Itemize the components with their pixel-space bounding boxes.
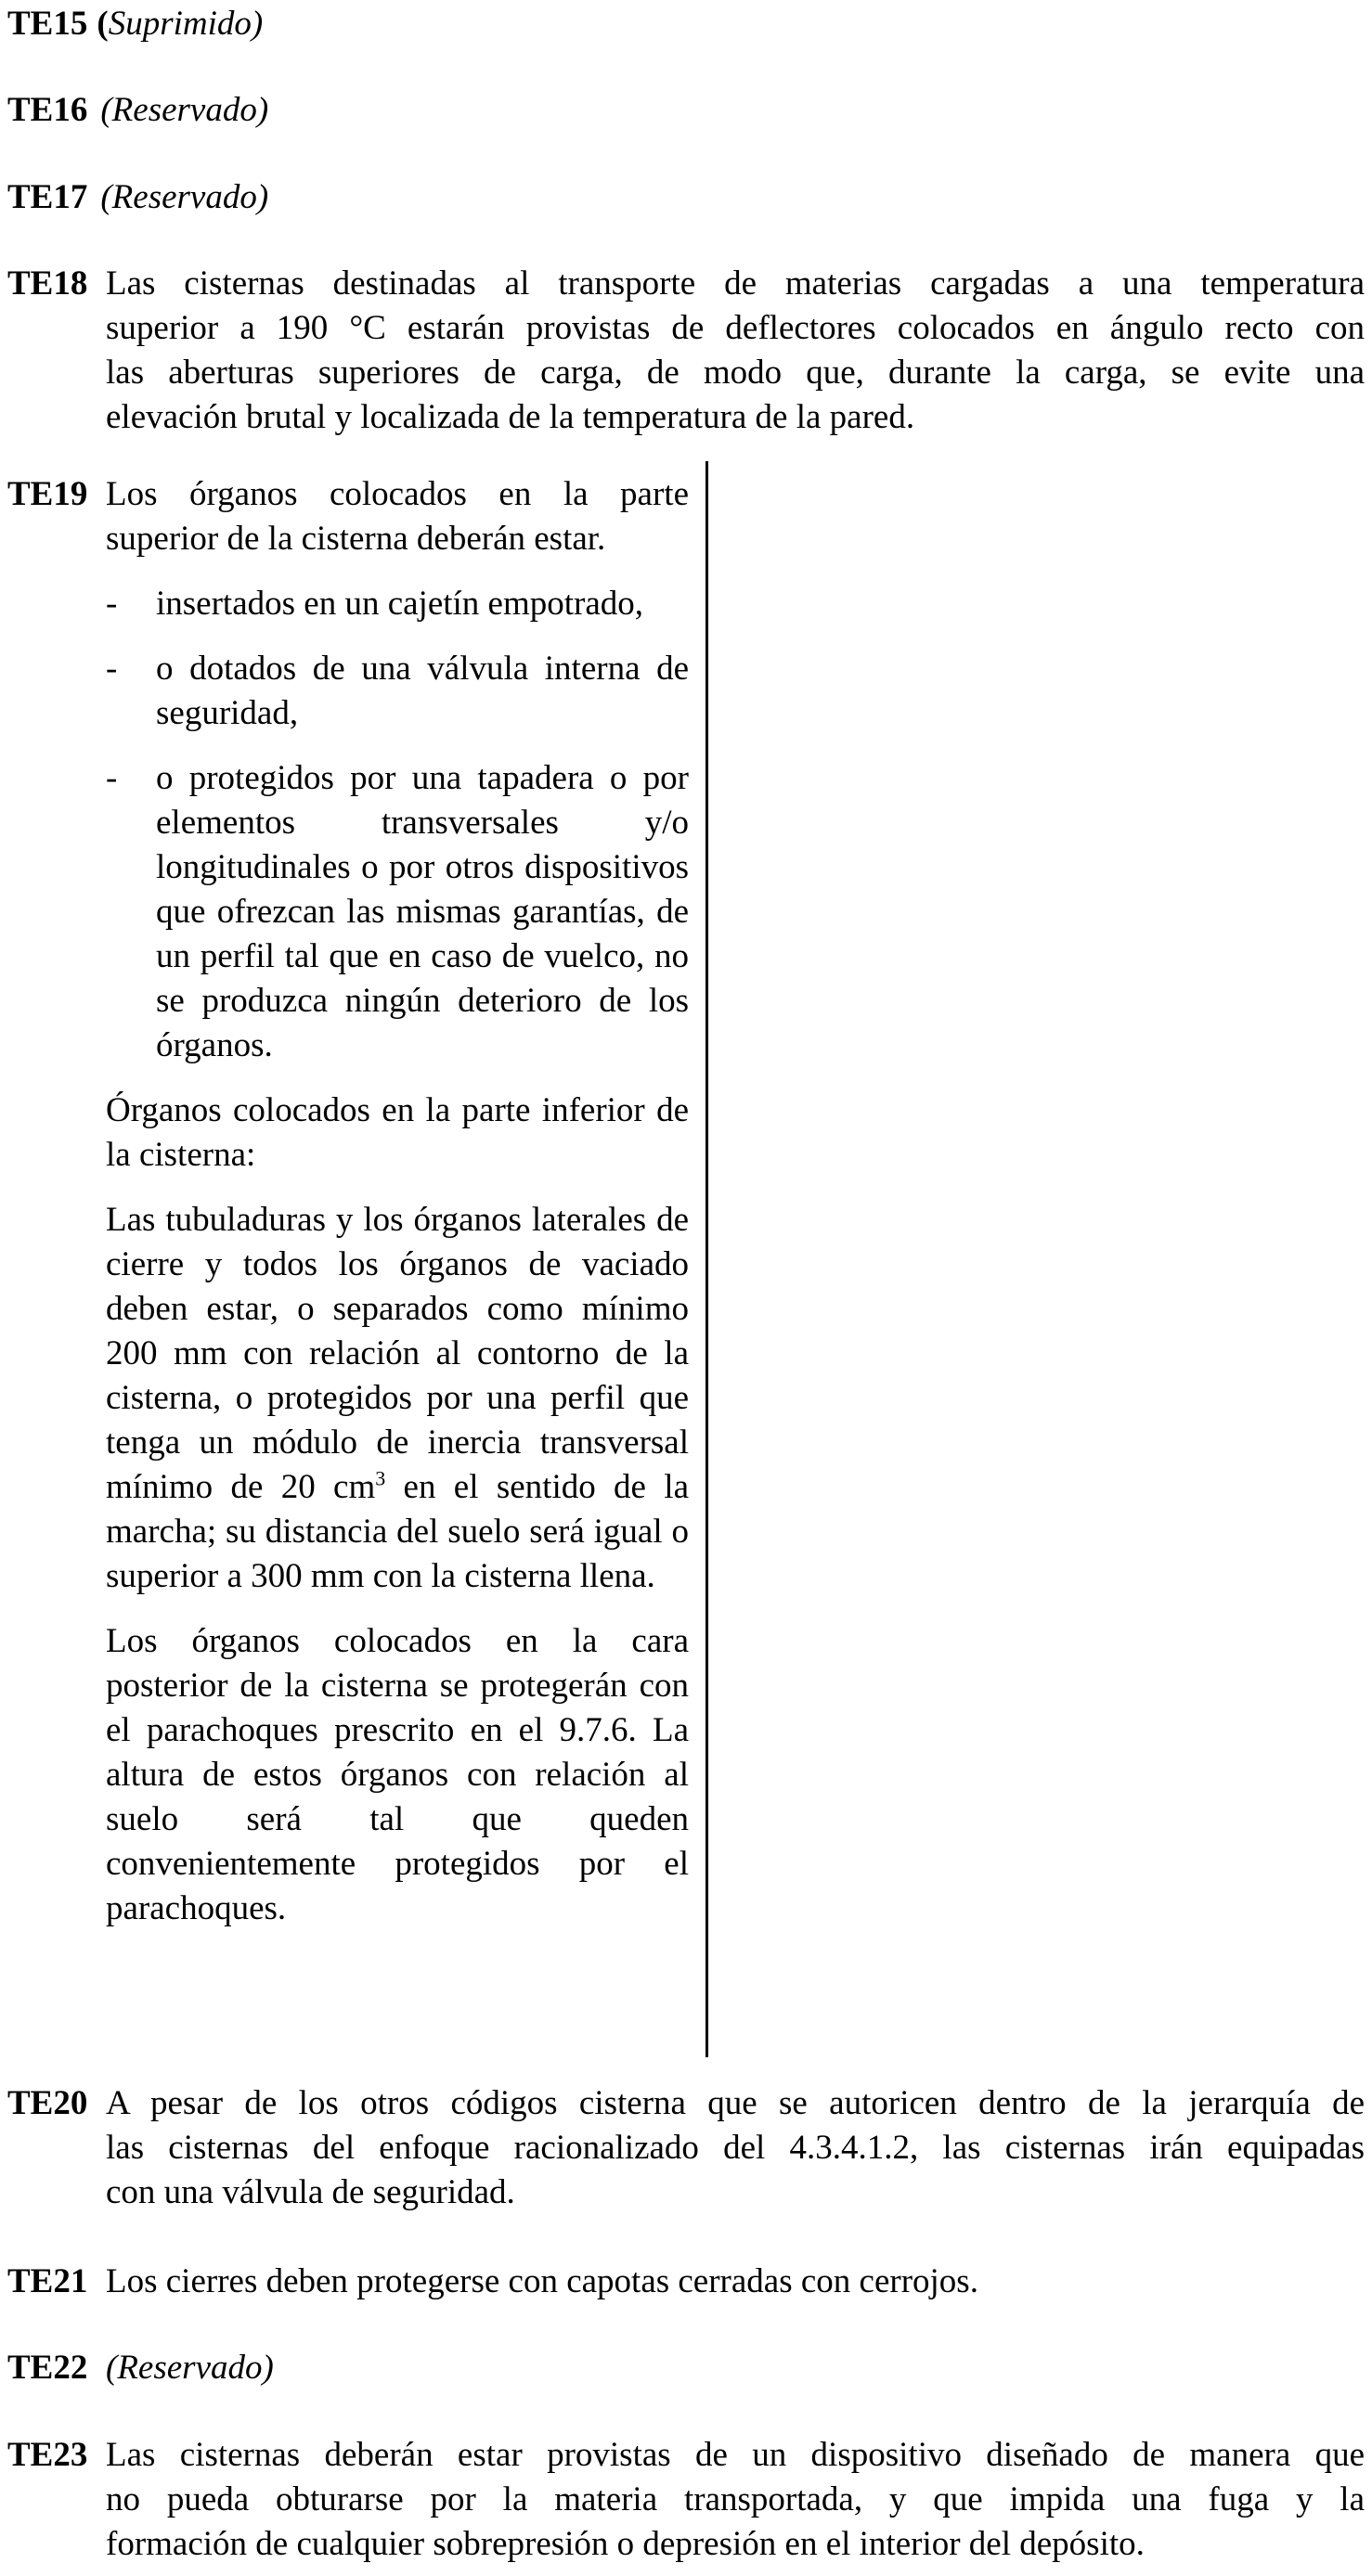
- entry-code: TE17: [7, 178, 88, 216]
- entry-note: (Reservado): [106, 2349, 274, 2387]
- te19-lower-heading: Órganos colocados en la parte inferior de la cisterna:: [106, 1091, 689, 1174]
- list-item: - o protegidos por una tapadera o por elementos transversales y/o longitudinales o por otros dispositivos que ofrezcan las mismas garantías, de un perfil tal que en caso de vuelco, no se produzca ningún deterioro de los órganos.: [106, 759, 689, 1064]
- entry-note: (Reservado): [100, 91, 269, 129]
- entry-code: TE21: [7, 2262, 88, 2300]
- entry-text: Las cisternas destinadas al transporte de materias cargadas a una temperatura superior a 190 °C estarán provistas de deflectores colocados en ángulo recto con las aberturas superiores de carga, de modo que, durante la carga, se evite una elevación brutal y localizada de la temperatura de la pared.: [106, 264, 1365, 436]
- revision-bar: [705, 461, 708, 2057]
- entry-text: Los cierres deben protegerse con capotas cerradas con cerrojos.: [106, 2262, 978, 2300]
- entry-text: [106, 472, 689, 1931]
- te19-intro: Los órganos colocados en la parte superior de la cisterna deberán estar.: [106, 475, 689, 558]
- open-paren: (: [97, 5, 109, 43]
- entry-text: Las cisternas deberán estar provistas de un dispositivo diseñado de manera que no pueda obturarse por la materia transportada, y que impida una fuga y la formación de cualquier sobrepresión o depresión en el interior del depósito.: [106, 2436, 1365, 2563]
- entry-note: (Reservado): [100, 178, 269, 216]
- list-item: - insertados en un cajetín empotrado,: [106, 585, 644, 623]
- list-item: - o dotados de una válvula interna de seguridad,: [106, 650, 689, 732]
- te19-para1: Las tubuladuras y los órganos laterales de cierre y todos los órganos de vaciado deben estar, o separados como mínimo 200 mm con relación al contorno de la cisterna, o protegidos por una perfil que tenga un módulo de inercia transversal mínimo de 20 $cm^3$ en el sentido de la marcha; su distancia del suelo será igual o superior a 300 mm con la cisterna llena.: [106, 1201, 689, 1595]
- te19-para2: Los órganos colocados en la cara posterior de la cisterna se protegerán con el parachoques prescrito en el 9.7.6. La altura de estos órganos con relación al suelo será tal que queden convenientemente protegidos por el parachoques.: [106, 1622, 689, 1927]
- entry-code: TE18: [7, 264, 88, 303]
- entry-note: Suprimido): [108, 5, 264, 43]
- entry-code: TE22: [7, 2349, 88, 2387]
- entry-code: TE23: [7, 2436, 88, 2474]
- entry-code: TE19: [7, 475, 88, 513]
- entry-code: TE20: [7, 2084, 88, 2122]
- entry-text: A pesar de los otros códigos cisterna que se autoricen dentro de la jerarquía de las cisternas del enfoque racionalizado del 4.3.4.1.2, las cisternas irán equipadas con una válvula de seguridad.: [106, 2084, 1365, 2211]
- entry-code: TE16: [7, 91, 88, 129]
- entry-code: TE15: [7, 5, 88, 43]
